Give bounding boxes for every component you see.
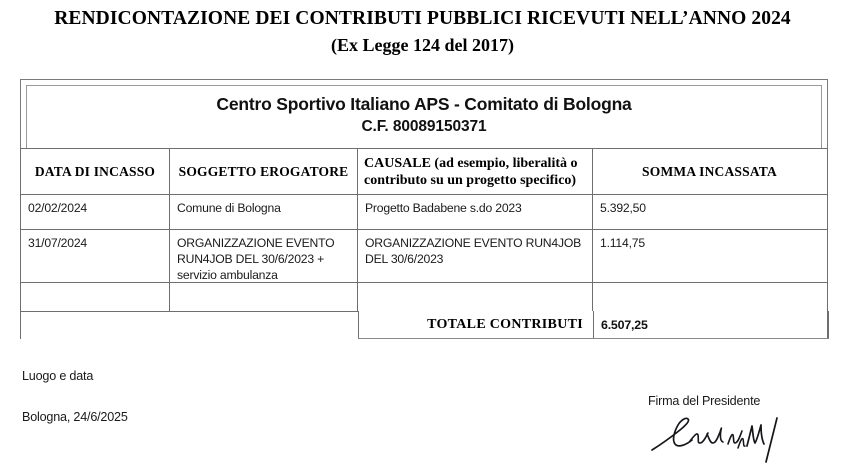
contributions-table — [20, 79, 828, 339]
cell-reason: Progetto Badabene s.do 2023 — [358, 195, 593, 229]
total-value: 6.507,25 — [601, 317, 648, 332]
cell-amount — [593, 283, 826, 311]
cell-payer — [170, 283, 358, 311]
table-bottom-rule-left — [21, 311, 359, 312]
total-label: TOTALE CONTRIBUTI — [359, 311, 594, 338]
organization-header — [20, 79, 828, 148]
table-row — [21, 230, 827, 283]
column-header-data-incasso: DATA DI INCASSO — [21, 149, 170, 194]
cell-date — [21, 283, 170, 311]
footer-signature-label: Firma del Presidente — [648, 394, 761, 408]
cell-reason: ORGANIZZAZIONE EVENTO RUN4JOB DEL 30/6/2023 — [358, 230, 593, 282]
footer-place-block — [22, 368, 128, 426]
footer-place-date: Bologna, 24/6/2025 — [22, 410, 128, 424]
table-grid — [20, 148, 828, 339]
column-header-causale: CAUSALE (ad esempio, liberalità o contributo su un progetto specifico) — [358, 149, 593, 194]
title-line-1: RENDICONTAZIONE DEI CONTRIBUTI PUBBLICI RICEVUTI NELL’ANNO 2024 — [54, 8, 791, 29]
cell-payer: ORGANIZZAZIONE EVENTO RUN4JOB DEL 30/6/2023 + servizio ambulanza — [170, 230, 358, 282]
cell-payer: Comune di Bologna — [170, 195, 358, 229]
footer-signature-block — [648, 394, 828, 471]
title-line-2: (Ex Legge 124 del 2017) — [331, 35, 514, 55]
footer-place-label: Luogo e data — [22, 369, 94, 383]
table-row — [21, 195, 827, 230]
cell-date: 31/07/2024 — [21, 230, 170, 282]
cell-date: 02/02/2024 — [21, 195, 170, 229]
page-title — [0, 6, 845, 57]
cell-amount: 1.114,75 — [600, 236, 645, 250]
organization-name: Centro Sportivo Italiano APS - Comitato di Bologna — [216, 94, 632, 114]
table-total-row — [21, 311, 827, 339]
organization-fiscal-code: C.F. 80089150371 — [361, 118, 487, 135]
column-header-somma-incassata: SOMMA INCASSATA — [642, 163, 777, 179]
table-header-row — [21, 149, 827, 195]
handwritten-signature-icon — [650, 410, 828, 471]
organization-inner-box — [26, 85, 822, 149]
cell-reason — [358, 283, 593, 311]
table-row-empty — [21, 283, 827, 311]
cell-amount: 5.392,50 — [600, 201, 646, 215]
column-header-soggetto-erogatore: SOGGETTO EROGATORE — [170, 149, 358, 194]
total-strip — [358, 311, 829, 339]
